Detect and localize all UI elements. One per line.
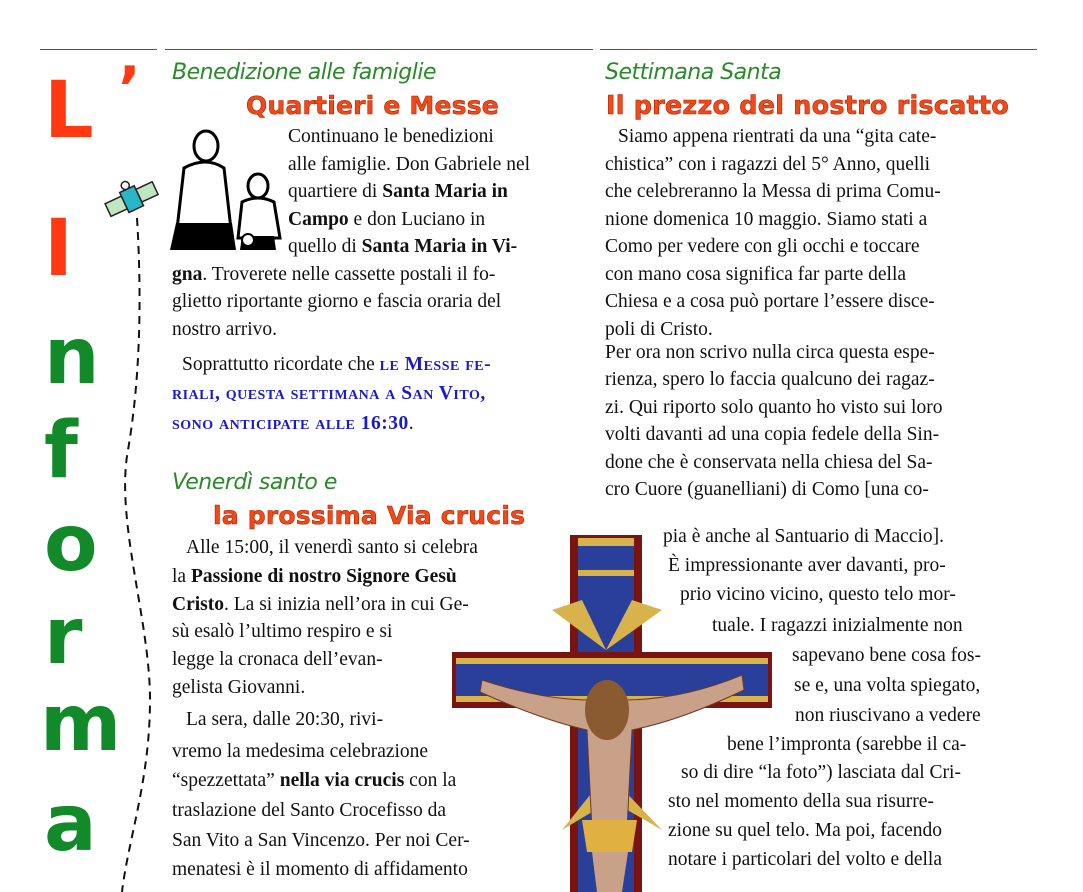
masthead-letter: m <box>40 679 122 769</box>
text-line <box>288 153 530 177</box>
text-line <box>663 525 944 549</box>
bold-text: Santa Maria in Vi- <box>361 236 518 257</box>
text-line <box>605 451 933 475</box>
text: La sera, dalle 20:30, rivi- <box>186 709 384 730</box>
text-line <box>288 208 485 232</box>
text-line <box>172 799 446 823</box>
text-line <box>681 761 961 785</box>
text: Alle 15:00, il venerdì santo si celebra <box>186 537 478 558</box>
text: sapevano bene cosa fos- <box>792 645 981 666</box>
text-line <box>605 423 939 447</box>
text: nione domenica 10 maggio. Siamo stati a <box>605 209 928 230</box>
text: non riuscivano a vedere <box>795 705 981 726</box>
highlight-text: riali, questa settimana a San Vito, <box>172 383 486 404</box>
article2-kicker: Venerdì santo e <box>172 470 337 495</box>
masthead-letter: a <box>44 779 97 869</box>
text: quartiere di <box>288 181 383 202</box>
text: sù esalò l’ultimo respiro e si <box>172 621 393 642</box>
text: gelista Giovanni. <box>172 677 306 698</box>
text-line <box>668 790 934 814</box>
article1-title: Quartieri e Messe <box>246 91 499 120</box>
text-line <box>605 368 935 392</box>
masthead-letter: o <box>44 499 98 589</box>
text-line <box>605 235 920 259</box>
text-line <box>680 583 956 607</box>
text: Siamo appena rientrati da una “gita cate- <box>618 126 937 147</box>
text-line <box>186 708 383 732</box>
text: traslazione del Santo Crocefisso da <box>172 800 446 821</box>
text-line <box>172 318 277 342</box>
text: zione su quel telo. Ma poi, facendo <box>668 820 942 841</box>
text: Como per vedere con gli occhi e toccare <box>605 236 920 257</box>
text: menatesi è il momento di affidamento <box>172 859 468 880</box>
text-line <box>186 536 478 560</box>
text-line <box>792 644 981 668</box>
text-line <box>172 412 414 436</box>
text: San Vito a San Vincenzo. Per noi Cer- <box>172 830 470 851</box>
text-line <box>172 740 428 764</box>
article3-title: Il prezzo del nostro riscatto <box>606 91 1010 121</box>
priest-blessing-illustration <box>166 128 284 256</box>
text-line <box>795 704 981 728</box>
text-line <box>727 733 966 757</box>
text-line <box>618 125 936 149</box>
text-line <box>288 180 508 204</box>
text: . Troverete nelle cassette postali il fo- <box>202 264 496 285</box>
text: cro Cuore (guanelliani) di Como [una co- <box>605 479 929 500</box>
text: la <box>172 566 191 587</box>
text: notare i particolari del volto e della <box>668 849 942 870</box>
highlight-text: sono anticipate alle 16:30 <box>172 413 409 434</box>
text-line <box>605 478 929 502</box>
text: con mano cosa significa far parte della <box>605 264 907 285</box>
masthead-letter: n <box>44 312 100 402</box>
rule-column-1 <box>165 49 593 50</box>
text: che celebreranno la Messa di prima Comu- <box>605 181 941 202</box>
masthead-letter: f <box>44 406 78 496</box>
text: zi. Qui riporto solo quanto ho visto sui loro <box>605 397 943 418</box>
masthead-letter: I <box>44 204 74 294</box>
masthead-letter: L <box>44 66 94 156</box>
article1-kicker: Benedizione alle famiglie <box>172 60 437 85</box>
text: prio vicino vicino, questo telo mor- <box>680 584 956 605</box>
text-line <box>182 353 491 377</box>
text-line <box>172 565 457 589</box>
text-line <box>794 674 980 698</box>
bold-text: Santa Maria in <box>382 181 508 202</box>
text-line <box>605 263 906 287</box>
text: Continuano le benedizioni <box>288 126 494 147</box>
text-line <box>605 153 930 177</box>
text: sto nel momento della sua risurre- <box>668 791 934 812</box>
text-line <box>605 290 935 314</box>
text: done che è conservata nella chiesa del Sa- <box>605 452 933 473</box>
text: È impressionante aver davanti, pro- <box>668 555 946 576</box>
text-line <box>172 382 486 406</box>
text-line <box>172 263 495 287</box>
text: e don Luciano in <box>348 209 486 230</box>
bold-text: gna <box>172 264 203 285</box>
text: quello di <box>288 236 362 257</box>
text: . <box>408 413 414 434</box>
text: “spezzettata” <box>172 770 280 791</box>
text-line <box>172 648 383 672</box>
text-line <box>172 829 470 853</box>
satellite-icon <box>100 171 160 220</box>
bold-text: Passione di nostro Signore Gesù <box>190 566 457 587</box>
text: poli di Cristo. <box>605 319 713 340</box>
text-line <box>605 208 927 232</box>
satellite-trail <box>0 0 170 892</box>
text: pia è anche al Santuario di Maccio]. <box>663 526 945 547</box>
highlight-text: le Messe fe- <box>379 354 492 375</box>
text: tuale. I ragazzi inizialmente non <box>712 615 963 636</box>
text-line <box>605 180 941 204</box>
text-line <box>668 554 946 578</box>
bold-text: nella via crucis <box>279 770 405 791</box>
text-line <box>288 235 517 259</box>
text-line <box>288 125 494 149</box>
bold-text: Cristo <box>172 594 224 615</box>
bold-text: Campo <box>288 209 349 230</box>
text-line <box>172 676 305 700</box>
text: volti davanti ad una copia fedele della Sin- <box>605 424 940 445</box>
text-line <box>605 341 935 365</box>
text-line <box>172 858 468 882</box>
article3-kicker: Settimana Santa <box>605 60 782 85</box>
text-line <box>668 848 942 872</box>
text: se e, una volta spiegato, <box>794 675 981 696</box>
article2-title: la prossima Via crucis <box>213 501 526 530</box>
text-line <box>605 318 713 342</box>
text: Soprattutto ricordate che <box>182 354 380 375</box>
text: vremo la medesima celebrazione <box>172 741 429 762</box>
text-line <box>172 593 469 617</box>
rule-column-2 <box>600 49 1037 50</box>
text: so di dire “la foto”) lasciata dal Cri- <box>681 762 961 783</box>
text: nostro arrivo. <box>172 319 278 340</box>
text-line <box>712 614 963 638</box>
text: rienza, spero lo faccia qualcuno dei ragaz- <box>605 369 935 390</box>
text-line <box>605 396 942 420</box>
text-line <box>172 769 456 793</box>
text: legge la cronaca dell’evan- <box>172 649 383 670</box>
text-line <box>668 819 942 843</box>
text: con la <box>404 770 457 791</box>
text-line <box>172 620 392 644</box>
text: . La si inizia nell’ora in cui Ge- <box>224 594 469 615</box>
masthead-letter: ’ <box>118 54 141 124</box>
text: alle famiglie. Don Gabriele nel <box>288 154 531 175</box>
masthead-letter: r <box>44 592 83 682</box>
text: chistica” con i ragazzi del 5° Anno, quelli <box>605 154 931 175</box>
text: Per ora non scrivo nulla circa questa espe- <box>605 342 935 363</box>
text: glietto riportante giorno e fascia oraria del <box>172 291 502 312</box>
text-line <box>172 290 501 314</box>
text: Chiesa e a cosa può portare l’essere disce- <box>605 291 935 312</box>
text: bene l’impronta (sarebbe il ca- <box>727 734 967 755</box>
